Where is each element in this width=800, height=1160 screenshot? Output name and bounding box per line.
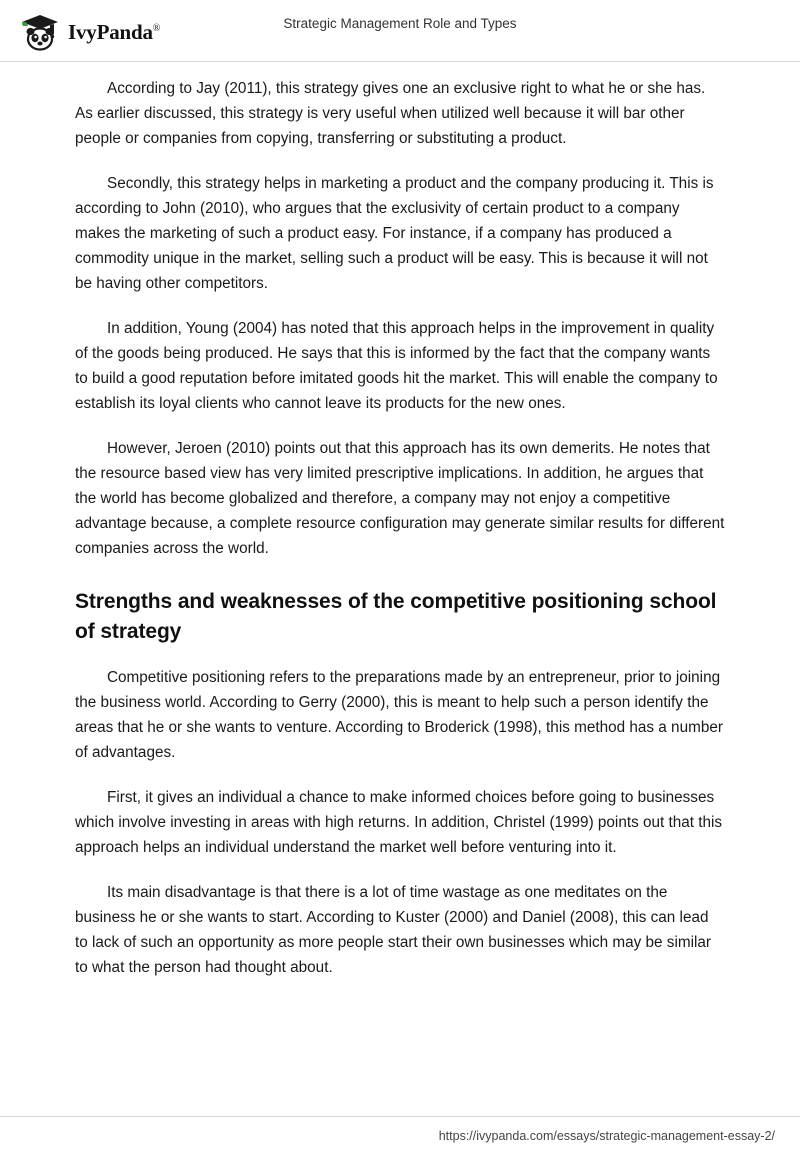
section-heading: Strengths and weaknesses of the competitive positioning school of strategy <box>75 590 717 643</box>
brand-name: IvyPanda® <box>68 19 161 44</box>
page-header <box>0 0 800 62</box>
paragraph: Competitive positioning refers to the preparations made by an entrepreneur, prior to joining the business world. According to Gerry (2000), this is meant to help such a person identify the areas that he or she wants to venture. According to Broderick (1998), this method has a number of advantages. <box>75 669 723 761</box>
paragraph: However, Jeroen (2010) points out that this approach has its own demerits. He notes that the resource based view has very limited prescriptive implications. In addition, he argues that the world has become globalized and therefore, a company may not enjoy a competitive advantage because, a complete resource configuration may generate similar results for different companies across the world. <box>75 440 725 557</box>
document-body <box>0 62 800 1000</box>
page-footer <box>0 1116 800 1160</box>
paragraph: According to Jay (2011), this strategy gives one an exclusive right to what he or she has. As earlier discussed, this strategy is very useful when utilized well because it will bar other people or companies from copying, transferring or substituting a product. <box>75 80 706 147</box>
paragraph: First, it gives an individual a chance to make informed choices before going to businesses which involve investing in areas with high returns. In addition, Christel (1999) points out that this approach helps an individual understand the market well before venturing into it. <box>75 789 723 856</box>
paragraph: Secondly, this strategy helps in marketing a product and the company producing it. This is according to John (2010), who argues that the exclusivity of certain product to a company makes the marketing of such a product easy. For instance, if a company has produced a commodity unique in the market, selling such a product will be easy. This is because it will not be having other competitors. <box>75 175 714 292</box>
page-title: Strategic Management Role and Types <box>283 16 517 31</box>
paragraph: Its main disadvantage is that there is a lot of time wastage as one meditates on the business he or she wants to start. According to Kuster (2000) and Daniel (2008), this can lead to lack of such an opportunity as more people start their own businesses which may be similar to what the person had thought about. <box>75 884 711 976</box>
source-url-link[interactable]: https://ivypanda.com/essays/strategic-management-essay-2/ <box>438 1129 775 1143</box>
paragraph: In addition, Young (2004) has noted that this approach helps in the improvement in quality of the goods being produced. He says that this is informed by the fact that the company wants to build a good reputation before imitated goods hit the market. This will enable the company to establish its loyal clients who cannot leave its products for the new ones. <box>75 320 718 412</box>
registered-trademark-symbol: ® <box>152 22 161 34</box>
